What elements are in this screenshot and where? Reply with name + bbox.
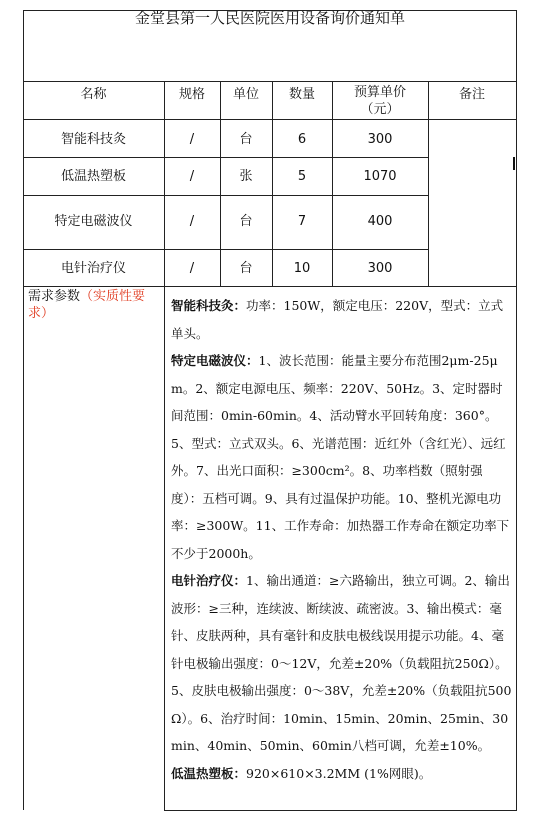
table-line xyxy=(23,195,428,196)
header-spec: 规格 xyxy=(178,87,205,102)
row-3-unit: 台 xyxy=(239,214,253,229)
row-2-qty: 5 xyxy=(297,169,307,184)
requirements-label xyxy=(28,288,164,322)
row-1-price: 300 xyxy=(367,132,393,147)
table-border-bottom xyxy=(164,810,517,811)
row-3-spec: / xyxy=(189,214,195,229)
table-line xyxy=(23,119,517,120)
requirement-item-name: 低温热塑板： xyxy=(171,765,247,781)
requirement-item-name: 智能科技灸： xyxy=(171,298,247,313)
table-line xyxy=(23,249,428,250)
row-3-name: 特定电磁波仪 xyxy=(54,214,133,229)
header-price xyxy=(332,84,428,118)
row-1-unit: 台 xyxy=(239,132,253,147)
requirement-item-text: 1、波长范围：能量主要分布范围2μm-25μm。2、额定电源电压、频率：220V、50Hz。3、定时器时间范围：0min-60min。4、活动臂水平回转角度：360°。5、型式：立式双头。6、光谱范围：近红外（含红光）、远红外。7、出光口面积：≥300cm²。8、功率档数（照射强度）：五档可调。9、具有过温保护功能。10、整机光源电功率：≥300W。11、工作寿命：加热器工作寿命在额定功率下不少于2000h。 xyxy=(171,353,510,561)
header-price-line2: （元） xyxy=(360,102,400,117)
row-2-spec: / xyxy=(189,169,195,184)
table-border-right xyxy=(516,10,517,810)
table-border-left xyxy=(23,10,24,810)
row-1-qty: 6 xyxy=(297,132,307,147)
requirement-item-text: 功率：150W，额定电压：220V，型式：立式单头。 xyxy=(171,298,504,341)
requirement-item xyxy=(171,347,512,567)
row-4-qty: 10 xyxy=(293,261,311,276)
requirement-item-name: 特定电磁波仪： xyxy=(171,353,259,368)
header-name: 名称 xyxy=(80,87,107,102)
requirement-item-text: 920×610×3.2MM (1%网眼)。 xyxy=(246,765,432,781)
row-1-spec: / xyxy=(189,132,195,147)
row-2-price: 1070 xyxy=(363,169,397,184)
text-cursor-mark xyxy=(513,157,515,170)
row-1-name: 智能科技灸 xyxy=(60,132,126,147)
requirement-item xyxy=(171,292,512,347)
row-4-spec: / xyxy=(189,261,195,276)
table-line xyxy=(23,286,517,287)
table-line xyxy=(428,81,429,286)
row-2-name: 低温热塑板 xyxy=(60,169,126,184)
header-price-line1: 预算单价 xyxy=(353,85,406,100)
table-line xyxy=(23,157,428,158)
row-4-name: 电针治疗仪 xyxy=(60,261,126,276)
header-unit: 单位 xyxy=(232,87,259,102)
requirement-item-text: 1、输出通道：≥六路输出，独立可调。2、输出波形：≥三种，连续波、断续波、疏密波。3、输出模式：毫针、皮肤两种，具有毫针和皮肤电极线误用提示功能。4、毫针电极输出强度：0～12V，允差±20%（负载阻抗250Ω）。5、皮肤电极输出强度：0～38V，允差±20%（负载阻抗500Ω）。6、治疗时间：10min、15min、20min、25min、30min、40min、50min、60min八档可调，允差±10%。 xyxy=(171,573,512,753)
row-4-unit: 台 xyxy=(239,261,253,276)
header-qty: 数量 xyxy=(288,87,315,102)
requirement-item xyxy=(171,567,512,760)
row-3-qty: 7 xyxy=(297,214,307,229)
header-note: 备注 xyxy=(458,87,485,102)
row-2-unit: 张 xyxy=(239,169,253,184)
requirements-label-prefix: 需求参数 xyxy=(28,289,81,304)
requirements-content xyxy=(171,292,512,787)
table-line xyxy=(23,81,517,82)
requirements-label-mandatory: （实质性要求） xyxy=(28,289,146,321)
requirement-item-name: 电针治疗仪： xyxy=(171,573,247,588)
requirement-item xyxy=(171,760,512,788)
row-3-price: 400 xyxy=(367,214,393,229)
table-line xyxy=(164,81,165,810)
row-4-price: 300 xyxy=(367,261,393,276)
document-title: 金堂县第一人民医院医用设备询价通知单 xyxy=(134,9,405,27)
